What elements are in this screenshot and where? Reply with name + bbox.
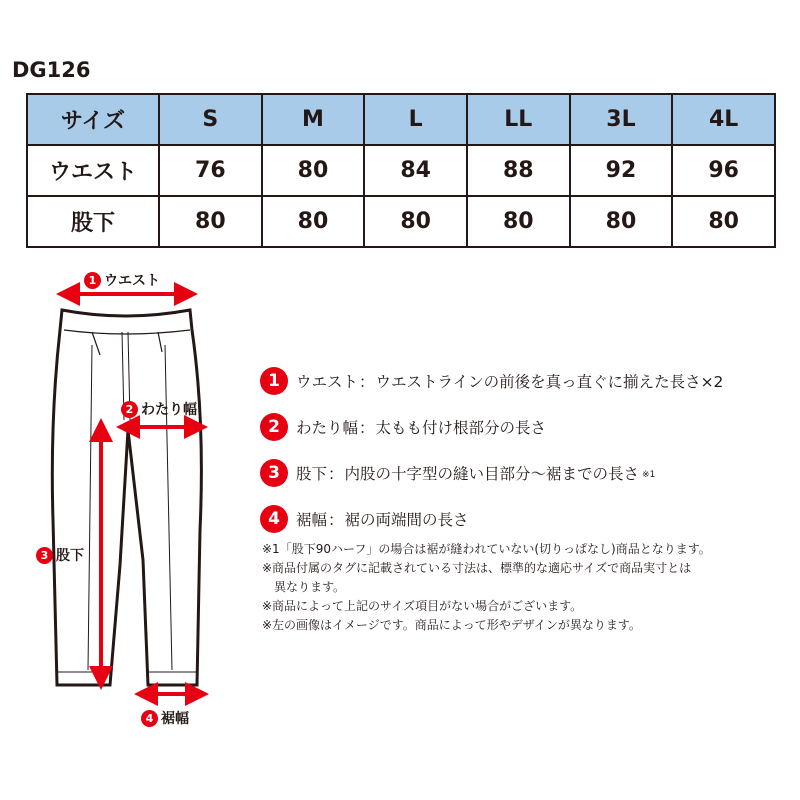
table-cell: 80 (570, 196, 673, 247)
number-badge: 1 (260, 367, 288, 395)
table-cell: 76 (159, 145, 262, 196)
row-label: 股下 (27, 196, 159, 247)
pants-outline (52, 310, 201, 685)
header-cell: 4L (672, 94, 775, 145)
product-code: DG126 (12, 58, 91, 82)
thigh-diagram-label (121, 399, 197, 419)
thigh-label: わたり幅 (141, 402, 197, 418)
note-line: ※左の画像はイメージです。商品によって形やデザインが異なります。 (262, 618, 641, 632)
note-line: ※商品によって上記のサイズ項目がない場合がございます。 (262, 599, 583, 613)
number-badge: 2 (121, 401, 138, 418)
legend-item (260, 496, 790, 542)
table-cell: 80 (467, 196, 570, 247)
legend-key: ウエスト (296, 373, 359, 391)
table-cell: 84 (364, 145, 467, 196)
legend-key: わたり幅 (296, 419, 359, 437)
legend-separator: ： (359, 419, 375, 437)
legend-separator: ： (328, 511, 344, 529)
number-badge: 4 (141, 710, 158, 727)
legend-key: 裾幅 (296, 511, 328, 529)
waist-diagram-label (84, 270, 160, 290)
waist-label: ウエスト (104, 273, 160, 289)
legend-footnote-mark: ※1 (642, 470, 656, 480)
legend-description: 内股の十字型の縫い目部分〜裾までの長さ (344, 465, 640, 483)
legend-item (260, 450, 790, 496)
header-cell: LL (467, 94, 570, 145)
table-cell: 80 (159, 196, 262, 247)
table-cell: 80 (262, 145, 365, 196)
legend-description: 太もも付け根部分の長さ (375, 419, 547, 437)
number-badge: 2 (260, 413, 288, 441)
number-badge: 1 (84, 272, 101, 289)
number-badge: 3 (260, 459, 288, 487)
header-cell: サイズ (27, 94, 159, 145)
number-badge: 3 (36, 547, 53, 564)
table-cell: 80 (262, 196, 365, 247)
inseam-diagram-label (36, 545, 84, 565)
table-cell: 80 (364, 196, 467, 247)
header-cell: L (364, 94, 467, 145)
legend-key: 股下 (296, 465, 328, 483)
table-cell: 96 (672, 145, 775, 196)
table-cell: 80 (672, 196, 775, 247)
table-cell: 92 (570, 145, 673, 196)
notes (262, 540, 782, 635)
header-cell: M (262, 94, 365, 145)
legend-separator: ： (359, 373, 375, 391)
note-line: ※1「股下90ハーフ」の場合は裾が縫われていない(切りっぱなし)商品となります。 (262, 542, 711, 556)
inseam-label: 股下 (56, 548, 84, 564)
legend-separator: ： (328, 465, 344, 483)
legend-item (260, 404, 790, 450)
legend-item (260, 358, 790, 404)
note-line: 異なります。 (274, 580, 346, 594)
measurement-legend (260, 358, 790, 542)
header-cell: 3L (570, 94, 673, 145)
hem-label: 裾幅 (161, 711, 189, 727)
number-badge: 4 (260, 505, 288, 533)
legend-description: ウエストラインの前後を真っ直ぐに揃えた長さ×2 (375, 373, 724, 391)
header-cell: S (159, 94, 262, 145)
table-cell: 88 (467, 145, 570, 196)
legend-description: 裾の両端間の長さ (344, 511, 469, 529)
row-label: ウエスト (27, 145, 159, 196)
note-line: ※商品付属のタグに記載されている寸法は、標準的な適応サイズで商品実寸とは (262, 561, 692, 575)
hem-diagram-label (141, 708, 189, 728)
